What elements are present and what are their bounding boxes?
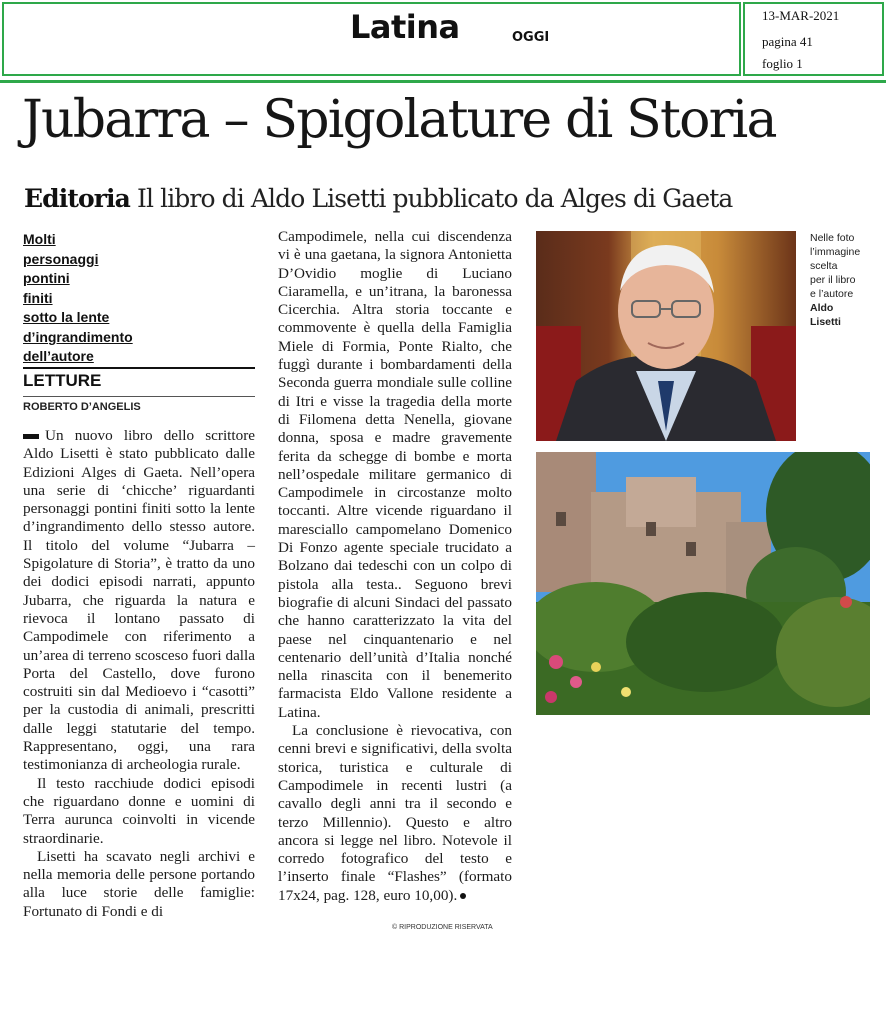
castle-illustration	[536, 452, 870, 715]
summary-box	[23, 230, 253, 367]
end-mark-icon	[460, 893, 466, 899]
date-label: 13-MAR-2021	[762, 8, 840, 23]
body-column-1	[23, 427, 255, 921]
summary-line: finiti	[23, 289, 53, 306]
summary-line: dell’autore	[23, 348, 94, 364]
summary-line: personaggi	[23, 250, 99, 267]
header-rule	[0, 80, 886, 83]
photo-caption: Nelle foto l’immagine scelta per il libro e l’autore Aldo Lisetti	[810, 231, 880, 329]
paragraph: La conclusione è rievocativa, con cenni brevi e significativi, della svolta storica, turistica e culturale di Campodimele in recenti lustri (a cavallo degli anni tra il secondo e terzo Millennio). Questo e altro ancora si legge nel libro. Notevole il corredo fotografico del testo e l’inserto finale “Flashes” (formato 17x24, pag. 128, euro 10,00).	[278, 722, 512, 904]
body-column-2	[278, 228, 512, 905]
page-label: pagina 41	[762, 34, 813, 49]
copyright-note: © RIPRODUZIONE RISERVATA	[392, 924, 493, 931]
masthead-subtitle: OGGI	[512, 30, 550, 45]
paragraph-marker-icon	[23, 434, 39, 439]
paragraph: Un nuovo libro dello scrittore Aldo Lisetti è stato pubblicato dalle Edizioni Alges di Gaeta. Nell’opera una serie di ‘chicche’ riguardanti personaggi pontini finiti sotto la lente d’ingrandimento dello stesso autore. Il titolo del volume “Jubarra – Spigolature di Storia”, è tratto da uno dei dodici episodi narrati, appunto Jubarra, che riguarda la natura e rievoca il lontano passato di Campodimele con riferimento a un’area di terreno scosceso fuori dalla Porta del Castello, dove furono costruiti sin dal Medioevo i “casotti” per la custodia di animali, prescritti dalle leggi statutarie del tempo. Rappresentano, oggi, una rara testimonianza di archeologia rurale.	[23, 427, 255, 774]
caption-name: Aldo	[810, 302, 834, 314]
subhead-kicker: Editoria	[24, 184, 130, 213]
subhead-text: Il libro di Aldo Lisetti pubblicato da Alges di Gaeta	[136, 184, 733, 213]
sheet-label: foglio 1	[762, 56, 803, 71]
author-portrait-photo	[536, 231, 796, 441]
caption-name: Lisetti	[810, 316, 841, 328]
summary-line: pontini	[23, 270, 70, 286]
summary-line: Molti	[23, 231, 56, 247]
paragraph: Campodimele, nella cui discendenza vi è una gaetana, la signora Antonietta D’Ovidio moglie di Luciano Ciaramella, e un’itrana, la baronessa Cicerchia. Altra storia toccante e commovente è quella della Famiglia Miele di Formia, Ponte Rialto, che fuggì durante i bombardamenti della Seconda guerra mondiale sulle colline di Itri e visse la tragedia della morte di Filomena detta Nenella, giovane donna, sposa e madre gravemente ferita da schegge di bombe e morta nell’ospedale militare germanico di Campodimele in circostanze molto toccanti. Altre vicende riguardano il maresciallo campomelano Domenico Di Fonzo agente speciale trucidato a Bolzano dai tedeschi con un colpo di pistola alla testa.. Seguono brevi biografie di alcuni Sindaci del passato che hanno caratterizzato la vita del paese nel cinquantenario e nel centenario dell’unità d’Italia nonché nella rinascita con il benemerito farmacista Eldo Vallone residente a Latina.	[278, 228, 512, 721]
section-rubric: LETTURE	[23, 367, 255, 391]
portrait-illustration	[536, 231, 796, 441]
masthead-title: Latina	[350, 8, 460, 46]
summary-line: d’ingrandimento	[23, 328, 133, 345]
paragraph: Lisetti ha scavato negli archivi e nella memoria delle persone portando alla luce storie delle famiglie: Fortunato di Fondi e di	[23, 847, 255, 920]
summary-line: sotto la lente	[23, 309, 110, 325]
castle-photo	[536, 452, 870, 715]
paragraph: Il testo racchiude dodici episodi che riguardano donne e uomini di Terra aurunca coinvolti in vicende straordinarie.	[23, 774, 255, 847]
subheadline	[24, 184, 874, 214]
headline: Jubarra – Spigolature di Storia	[22, 90, 776, 150]
byline: ROBERTO D’ANGELIS	[23, 396, 255, 413]
